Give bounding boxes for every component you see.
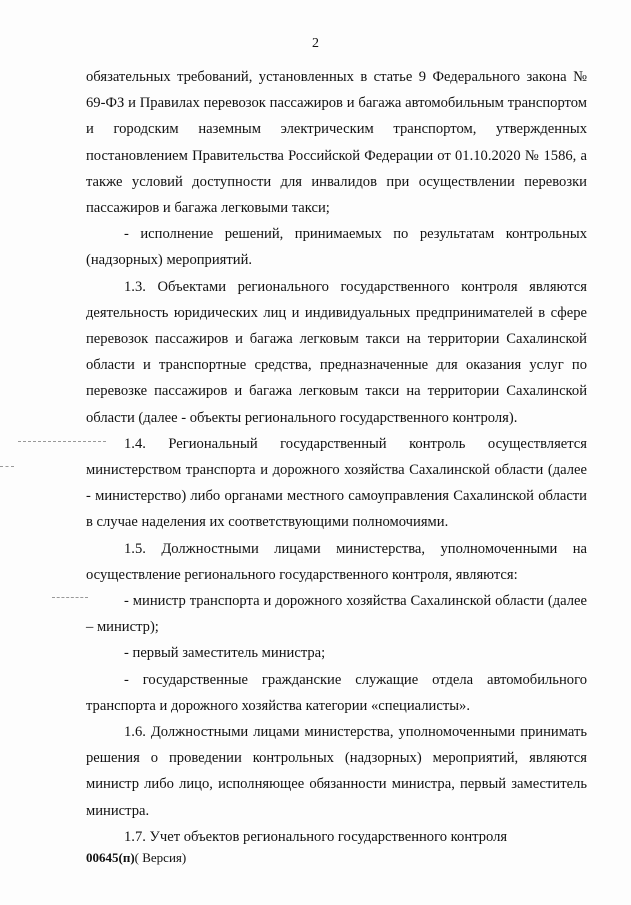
paragraph-1: обязательных требований, установленных в статье 9 Федерального закона № 69-ФЗ и Правилах перевозок пассажиров и багажа автомобильным транспортом и городским наземным электрическим транспортом, утвержденных постановлением Правительства Российской Федерации от 01.10.2020 № 1586, а также условий доступности для инвалидов при осуществлении перевозки пассажиров и багажа легковыми такси; — [86, 69, 587, 217]
paragraph-2: - исполнение решений, принимаемых по результатам контрольных (надзорных) мероприятий. — [86, 226, 587, 269]
paragraph-5: 1.5. Должностными лицами министерства, уполномоченными на осуществление регионального государственного контроля, являются: — [86, 540, 587, 583]
page-number: 2 — [312, 36, 319, 51]
document-code: 00645(п) — [86, 850, 135, 865]
paragraph-9: 1.6. Должностными лицами министерства, уполномоченными принимать решения о проведении контрольных (надзорных) мероприятий, являются министр либо лицо, исполняющее обязанности министра, первый заместитель министра. — [86, 724, 587, 819]
paragraph-7: - первый заместитель министра; — [124, 645, 326, 662]
paragraph-10: 1.7. Учет объектов регионального государственного контроля — [124, 828, 508, 845]
scan-artifact — [0, 466, 14, 467]
paragraph-6: - министр транспорта и дорожного хозяйства Сахалинской области (далее – министр); — [86, 593, 587, 636]
document-version: ( Версия) — [134, 850, 187, 865]
paragraph-4: 1.4. Региональный государственный контроль осуществляется министерством транспорта и дорожного хозяйства Сахалинской области (далее - министерство) либо органами местного самоуправления Сахалинской области в случае наделения их соответствующими полномочиями. — [86, 435, 587, 531]
document-footer — [86, 850, 186, 866]
document-body — [86, 64, 587, 850]
scan-artifact — [52, 597, 88, 598]
paragraph-3: 1.3. Объектами регионального государственного контроля являются деятельность юридических лиц и индивидуальных предпринимателей в сфере перевозок пассажиров и багажа легковым такси на территории Сахалинской области и транспортные средства, предназначенные для оказания услуг по перевозке пассажиров и багажа легковым такси на территории Сахалинской области (далее - объекты регионального государственного контроля). — [86, 278, 587, 426]
paragraph-8: - государственные гражданские служащие отдела автомобильного транспорта и дорожного хозяйства категории «специалисты». — [86, 671, 587, 714]
